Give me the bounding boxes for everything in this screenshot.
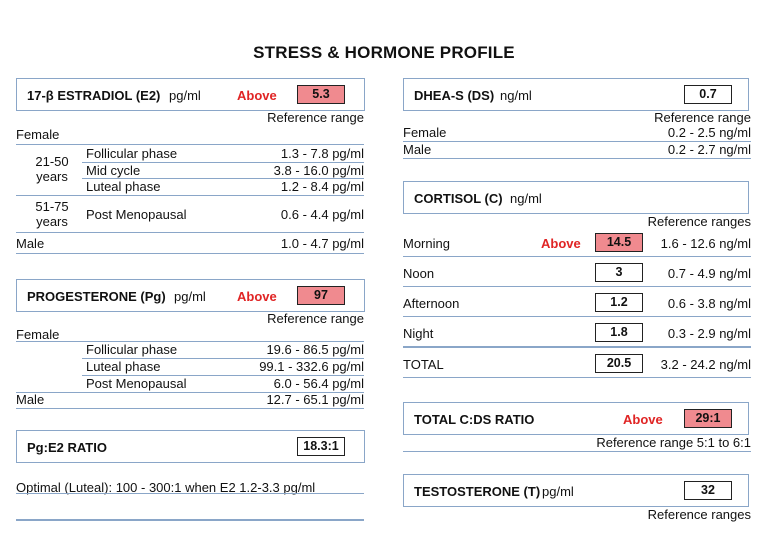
progesterone-row-label: Post Menopausal: [86, 376, 187, 391]
cds-ratio-flag: Above: [623, 412, 663, 427]
dheas-female-label: Female: [403, 125, 447, 140]
cortisol-total-range: 3.2 - 24.2 ng/ml: [660, 357, 751, 372]
progesterone-row-label: Luteal phase: [86, 359, 161, 374]
cortisol-row-label: Noon: [403, 266, 435, 281]
cortisol-row-range: 0.7 - 4.9 ng/ml: [667, 266, 751, 281]
estradiol-row-range: 1.3 - 7.8 pg/ml: [280, 146, 364, 161]
divider: [403, 286, 751, 287]
progesterone-male-range: 12.7 - 65.1 pg/ml: [266, 392, 364, 407]
dheas-male-label: Male: [403, 142, 432, 157]
divider: [16, 253, 364, 254]
estradiol-row-label: Follicular phase: [86, 146, 178, 161]
estradiol-female-label: Female: [16, 127, 60, 142]
estradiol-name: 17-β ESTRADIOL (E2): [27, 88, 161, 103]
cortisol-row-label: Night: [403, 326, 434, 341]
estradiol-ref-label: Reference range: [267, 110, 364, 125]
progesterone-ref-label: Reference range: [267, 311, 364, 326]
progesterone-row-range: 99.1 - 332.6 pg/ml: [259, 359, 364, 374]
cortisol-row-range: 0.6 - 3.8 ng/ml: [667, 296, 751, 311]
cortisol-row-value: 3: [595, 263, 643, 282]
cortisol-row-label: Morning: [403, 236, 450, 251]
dheas-ref-label: Reference range: [654, 110, 751, 125]
divider: [403, 451, 751, 452]
divider: [16, 195, 364, 196]
progesterone-header: [16, 279, 365, 312]
divider: [16, 232, 364, 233]
estradiol-unit: pg/ml: [169, 88, 201, 103]
divider: [403, 316, 751, 317]
divider: [403, 346, 751, 348]
estradiol-row-label: Post Menopausal: [86, 207, 187, 222]
progesterone-value: 97: [297, 286, 345, 305]
cortisol-unit: ng/ml: [510, 191, 542, 206]
pg-e2-ratio-value: 18.3:1: [297, 437, 345, 456]
progesterone-female-label: Female: [16, 327, 60, 342]
testosterone-value: 32: [684, 481, 732, 500]
cortisol-name: CORTISOL (C): [414, 191, 503, 206]
cortisol-row-label: Afternoon: [403, 296, 460, 311]
pg-e2-ratio-name: Pg:E2 RATIO: [27, 440, 107, 455]
cortisol-row-value: 1.8: [595, 323, 643, 342]
divider: [403, 256, 751, 257]
estradiol-row-range: 0.6 - 4.4 pg/ml: [280, 207, 364, 222]
pg-e2-optimal-text: Optimal (Luteal): 100 - 300:1 when E2 1.2-3.3 pg/ml: [16, 480, 316, 495]
estradiol-row-range: 3.8 - 16.0 pg/ml: [273, 163, 364, 178]
page-title: STRESS & HORMONE PROFILE: [253, 43, 515, 62]
testosterone-name: TESTOSTERONE (T): [414, 484, 541, 499]
progesterone-row-range: 6.0 - 56.4 pg/ml: [273, 376, 364, 391]
testosterone-ref-label: Reference ranges: [647, 507, 751, 522]
divider: [16, 408, 364, 409]
cds-ratio-header: [403, 402, 749, 435]
testosterone-unit: pg/ml: [542, 484, 574, 499]
progesterone-name: PROGESTERONE (Pg): [27, 289, 166, 304]
estradiol-flag: Above: [237, 88, 277, 103]
cortisol-total-label: TOTAL: [403, 357, 444, 372]
divider: [16, 144, 364, 145]
cortisol-total-value: 20.5: [595, 354, 643, 373]
divider: [16, 493, 364, 494]
dheas-unit: ng/ml: [500, 88, 532, 103]
testosterone-header: [403, 474, 749, 507]
estradiol-group-51-75: 51-75 years: [35, 199, 69, 229]
cortisol-header: [403, 181, 749, 214]
progesterone-male-label: Male: [16, 392, 45, 407]
cortisol-row-range: 1.6 - 12.6 ng/ml: [660, 236, 751, 251]
cortisol-row-value: 14.5: [595, 233, 643, 252]
progesterone-row-range: 19.6 - 86.5 pg/ml: [266, 342, 364, 357]
progesterone-row-label: Follicular phase: [86, 342, 178, 357]
estradiol-row-range: 1.2 - 8.4 pg/ml: [280, 179, 364, 194]
cortisol-ref-label: Reference ranges: [647, 214, 751, 229]
divider: [16, 519, 364, 521]
progesterone-unit: pg/ml: [174, 289, 206, 304]
pg-e2-ratio-header: [16, 430, 365, 463]
dheas-male-range: 0.2 - 2.7 ng/ml: [667, 142, 751, 157]
estradiol-header: [16, 78, 365, 111]
estradiol-male-range: 1.0 - 4.7 pg/ml: [280, 236, 364, 251]
progesterone-flag: Above: [237, 289, 277, 304]
divider: [403, 377, 751, 378]
dheas-name: DHEA-S (DS): [414, 88, 495, 103]
dheas-header: [403, 78, 749, 111]
divider: [403, 158, 751, 159]
estradiol-group-21-50: 21-50 years: [35, 154, 69, 184]
cortisol-row-flag: Above: [541, 236, 581, 251]
cortisol-row-value: 1.2: [595, 293, 643, 312]
cds-ratio-ref: Reference range 5:1 to 6:1: [596, 435, 751, 450]
cds-ratio-name: TOTAL C:DS RATIO: [414, 412, 535, 427]
estradiol-row-label: Mid cycle: [86, 163, 141, 178]
dheas-female-range: 0.2 - 2.5 ng/ml: [667, 125, 751, 140]
estradiol-value: 5.3: [297, 85, 345, 104]
estradiol-male-label: Male: [16, 236, 45, 251]
dheas-value: 0.7: [684, 85, 732, 104]
estradiol-row-label: Luteal phase: [86, 179, 161, 194]
cortisol-row-range: 0.3 - 2.9 ng/ml: [667, 326, 751, 341]
cds-ratio-value: 29:1: [684, 409, 732, 428]
